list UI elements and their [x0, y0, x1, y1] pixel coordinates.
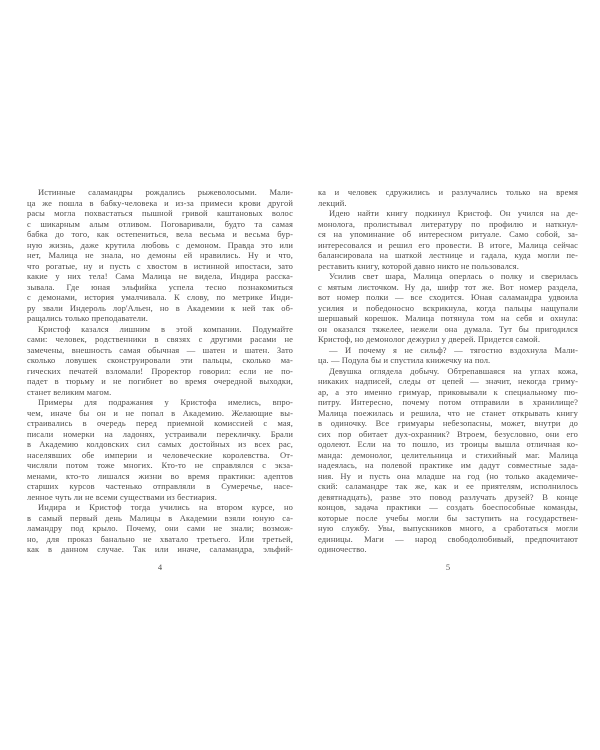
text-line: никаких надписей, следы от цепей — значит, некогда гриму-	[318, 376, 578, 386]
text-line: какие у них тела! Сама Малица не видела, Индира расска-	[27, 271, 293, 281]
text-line: усилия и победоносно вскрикнула, когда пальцы нащупали	[318, 302, 578, 313]
text-line: ленное чуть ли не всеми существами из бестиария.	[27, 491, 217, 502]
page-left	[27, 187, 293, 572]
text-line: Малица поежилась и решила, что не станет открывать книгу	[318, 407, 578, 418]
text-line: сколько ловушек сконструировали эти пальцы, сколько ма-	[27, 355, 293, 365]
text-line: вот номер полки — все сходится. Юная саламандра удвоила	[318, 292, 578, 302]
text-line: Кристоф казался лишним в этой компании. Подумайте	[38, 323, 293, 334]
text-line: — И почему я не сильф? — тягостно вздохнула Мали-	[329, 344, 578, 355]
text-line: падет в тюрьму и не погибнет во время очередной выходки,	[27, 376, 293, 386]
text-line: которые после учебы могли бы заступить на государствен-	[318, 512, 578, 523]
text-line: одиночество.	[318, 544, 367, 554]
text-line: ру звали Индероль лор'Альен, но в Академии к ней так об-	[27, 302, 293, 313]
text-line: ский: саламандре так же, как и ее приятелям, исполнилось	[318, 481, 578, 491]
text-line: Примеры для подражания у Кристофа имелись, впро-	[38, 397, 293, 407]
text-line: замечены, внешность самая обычная — шатен и шатен. Зато	[27, 344, 293, 355]
text-line: гических печатей взломали! Проректор говорил: если не по-	[27, 365, 293, 376]
text-line: зывала. Где юная эльфийка успела тесно познакомиться	[27, 281, 293, 292]
text-line: лекций.	[318, 197, 347, 208]
page-right	[318, 187, 578, 572]
text-line: страивались в очередь перед приемной комиссией с мая,	[27, 418, 293, 428]
text-line: концов, задача практики — создать боеспособные команды,	[318, 502, 578, 512]
text-line: ламандру под крыло. Почему, они сами не знали; возмож-	[27, 523, 293, 533]
page-left-text	[27, 187, 293, 555]
text-line: с мятым листочком. Ну да, шифр тот же. Вот номер раздела,	[318, 281, 578, 292]
text-line: населявших обе империи и человеческие королевства. От-	[27, 449, 293, 460]
text-line: одолеют. Если на то пошло, из троицы вышла отличная ко-	[318, 439, 578, 449]
text-line: ка и человек сдружились и разлучались только на время	[318, 187, 578, 197]
text-line: с шикарным алым отливом. Поговаривали, будто та самая	[27, 218, 293, 229]
text-line: питру. Интересно, почему потом отправили в хранилище?	[318, 397, 578, 407]
text-line: сами: человек, родственники в связях с другими расами не	[27, 334, 293, 344]
text-line: в одиночку. Все гримуары небезопасны, может, внутри до	[318, 418, 578, 428]
text-line: но, для проказ банально не хватало третьего. Или третьей,	[27, 533, 293, 544]
text-line: Индира и Кристоф тогда учились на втором курсе, но	[38, 502, 293, 512]
text-line: бабка до того, как остепениться, вела весьма и весьма бур-	[27, 229, 293, 239]
text-line: в самый первый день Малицы в Академии взяли юную са-	[27, 512, 293, 523]
text-line: ся на упоминание об интересном ритуале. Само собой, за-	[318, 229, 578, 239]
text-line: реставить книгу, которой давно никто не пользовался.	[318, 260, 520, 271]
text-line: Девушка оглядела добычу. Обтрепавшаяся на углах кожа,	[329, 365, 578, 376]
text-line: нет, Малица не знала, но демоны ей нравились. Ну и что,	[27, 250, 293, 260]
text-line: ца. — Подула бы и спустила книжечку на пол.	[318, 355, 491, 365]
text-line: ца же пошла в бабку-человека и из-за примеси крови другой	[27, 197, 293, 208]
page-right-text	[318, 187, 578, 555]
text-line: станет великим магом.	[27, 386, 112, 397]
page-left-number: 4	[157, 561, 163, 572]
text-line: сих пор обитает дух-охранник? Втроем, безусловно, они его	[318, 428, 578, 439]
text-line: манда: демонолог, целительница и стихийный маг. Малица	[318, 449, 578, 460]
text-line: девятнадцать), разве это повод разлучать друзей? В конце	[318, 491, 578, 502]
text-line: менами, кто-то лишался жизни во время практики: адептов	[27, 470, 293, 481]
text-line: Кристоф, но демонолог дежурил у дверей. Придется самой.	[318, 334, 541, 344]
text-line: писали номерки на ладонях, устраивали перекличку. Брали	[27, 428, 293, 439]
text-line: шершавый корешок. Малица потянула том на себя и охнула:	[318, 313, 578, 323]
text-line: ную службу. Увы, выпускников много, а сработаться могли	[318, 523, 578, 533]
page-right-number: 5	[445, 561, 451, 572]
text-line: интересовался и решил его провести. В итоге, Малица сейчас	[318, 239, 578, 250]
text-line: чем, иначе бы он и не попал в Академию. Желающие вы-	[27, 407, 293, 418]
text-line: он оказался тяжелее, нежели она думала. Тут бы пригодился	[318, 323, 578, 334]
text-line: ную жизнь, даже крутила любовь с демоном. Правда это или	[27, 239, 293, 250]
text-line: монолога, пролистывал литературу по профилю и наткнул-	[318, 218, 578, 229]
text-line: ар, а это именно гримуар, приковывали к специальному пю-	[318, 386, 578, 397]
text-line: ращались только преподаватели.	[27, 313, 148, 323]
text-line: ния. Ну и пусть она младше на год (но только академиче-	[318, 470, 578, 481]
text-line: что рогатые, ну и пусть с хвостом в истинной ипостаси, зато	[27, 260, 293, 271]
text-line: Усилив свет шара, Малица оперлась о полку и сверилась	[329, 271, 578, 281]
text-line: как в данном случае. Так или иначе, саламандра, эльфий-	[27, 544, 293, 554]
text-line: единицы. Маги — народ свободолюбивый, предпочитают	[318, 533, 578, 544]
text-line: Истинные саламандры рождались рыжеволосыми. Мали-	[38, 187, 293, 197]
text-line: с демонами, история умалчивала. К слову, по метрике Инди-	[27, 292, 293, 302]
text-line: расы могла похвастаться пышной гривой каштановых волос	[27, 208, 293, 218]
text-line: надеялась, на полевой практике им дадут совместные зада-	[318, 460, 578, 470]
text-line: балансировала на шаткой лестнице и гадала, куда могли пе-	[318, 250, 578, 260]
text-line: старших курсов частенько отправляли в Сумеречье, насе-	[27, 481, 293, 491]
text-line: числяли потом тоже многих. Кто-то не справлялся с экза-	[27, 460, 293, 470]
text-line: Идею найти книгу подкинул Кристоф. Он учился на де-	[329, 208, 578, 218]
text-line: в Академию колдовских сил самых достойных из всех рас,	[27, 439, 293, 449]
